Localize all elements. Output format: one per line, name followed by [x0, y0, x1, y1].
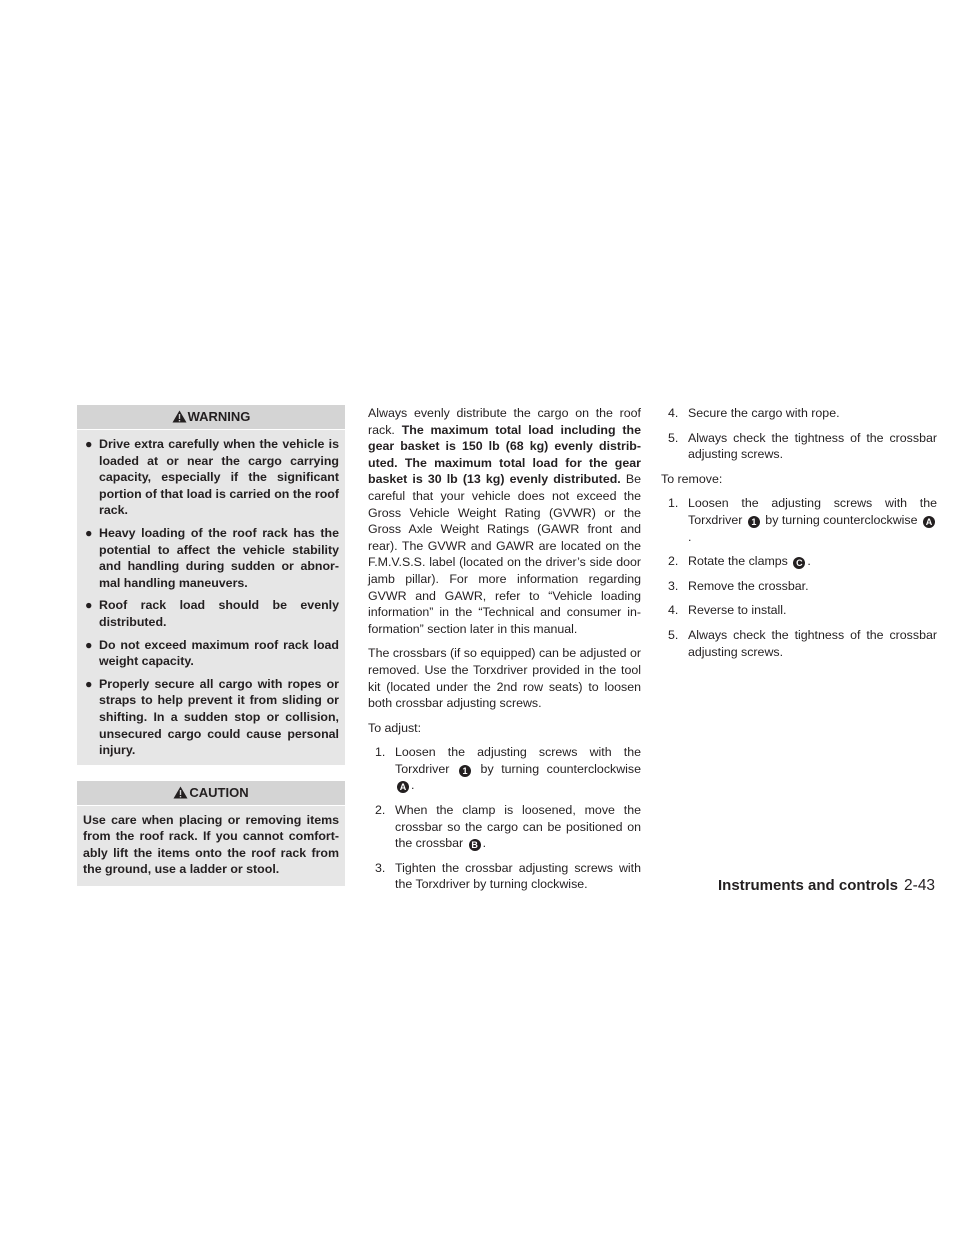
step-text: Always check the tightness of the crossbar adjusting screws.	[688, 627, 937, 659]
section-title: Instruments and controls	[718, 877, 899, 894]
crossbar-paragraph: The crossbars (if so equipped) can be adjusted or removed. Use the Torxdriver provided in the tool kit (located under the 2nd row seats) to loosen both crossbar adjusting screws.	[368, 646, 641, 711]
load-paragraph	[368, 405, 641, 637]
warning-item-text: Properly secure all cargo with ropes or straps to help prevent it from sliding or shifting. In a sudden stop or collision, unsecured cargo could cause personal injury.	[99, 676, 339, 758]
right-column	[661, 405, 937, 668]
warning-triangle-icon	[172, 407, 187, 431]
step-text: Tighten the crossbar adjusting screws with the Torxdriver by turning clockwise.	[395, 860, 641, 892]
step-text: Remove the crossbar.	[688, 578, 809, 593]
step-text: Always check the tightness of the crossbar adjusting screws.	[688, 430, 937, 462]
step-text-end: .	[807, 554, 811, 569]
callout-a-icon: A	[923, 516, 935, 528]
callout-b-icon: B	[469, 839, 481, 851]
caution-triangle-icon	[173, 783, 188, 807]
page-number: 2-43	[904, 877, 936, 894]
bullet: ●	[85, 437, 93, 451]
bullet: ●	[85, 676, 93, 691]
warning-item-text: Do not exceed maximum roof rack load weight capacity.	[99, 637, 339, 669]
step-number: 2.	[668, 554, 679, 569]
middle-column	[368, 405, 641, 901]
bullet: ●	[85, 637, 93, 652]
remove-heading: To remove:	[661, 471, 723, 486]
step-number: 5.	[668, 627, 679, 642]
step-number: 3.	[375, 860, 386, 875]
warning-body	[77, 430, 345, 765]
adjust-step-4	[661, 405, 937, 422]
caution-title: CAUTION	[189, 784, 249, 800]
remove-step-1	[661, 495, 937, 545]
callout-1-icon: 1	[748, 516, 760, 528]
step-text: by turning counterclockwise	[480, 761, 641, 776]
adjust-step-1	[368, 744, 641, 794]
caution-text: Use care when placing or removing items from the roof rack. If you cannot comfort-ably lift the items onto the roof rack from the ground, use a ladder or stool.	[77, 806, 345, 886]
warning-item	[85, 525, 339, 591]
load-bold-text: The maximum total load including the gear basket is 150 lb (68 kg) evenly distrib-uted. The maximum total load for the gear basket is 30 lb (13 kg) evenly distributed.	[368, 422, 641, 487]
bullet: ●	[85, 598, 93, 613]
step-number: 1.	[668, 496, 679, 511]
load-lead-text: Always evenly distribute the cargo on the roof rack.	[368, 406, 641, 437]
step-text-end: .	[688, 529, 692, 544]
load-rest-text: Be careful that your vehicle does not exceed the Gross Vehicle Weight Rating (GVWR) or the Gross Axle Weight Ratings (GAWR front and rear). The GVWR and GAWR are located on the F.M.V.S.S. label (located on the driver’s side door jamb pillar). For more information regarding GVWR and GAWR, refer to “Vehicle loading information” in the “Technical and consumer in-formation” section later in this manual.	[368, 472, 641, 636]
step-text-end: .	[411, 778, 415, 793]
adjust-step-5	[661, 430, 937, 463]
page-footer	[718, 877, 936, 895]
step-number: 4.	[668, 603, 679, 618]
warning-item	[85, 597, 339, 630]
callout-1-icon: 1	[459, 765, 471, 777]
adjust-heading: To adjust:	[368, 720, 422, 735]
step-text: by turning counterclockwise	[765, 512, 918, 527]
warning-item	[85, 436, 339, 519]
remove-step-3	[661, 578, 937, 595]
step-number: 3.	[668, 578, 679, 593]
warning-title: WARNING	[187, 409, 251, 424]
step-number: 5.	[668, 430, 679, 445]
step-text-end: .	[482, 836, 487, 851]
warning-item-text: Heavy loading of the roof rack has the potential to affect the vehicle stability and handling during sudden or abnor-mal handling maneuvers.	[99, 525, 339, 590]
bullet: ●	[85, 525, 93, 540]
warning-header	[77, 405, 345, 429]
step-text: When the clamp is loosened, move the crossbar so the cargo can be positioned on the crossbar	[395, 803, 641, 851]
callout-a-icon: A	[397, 781, 409, 793]
warning-item	[85, 676, 339, 759]
remove-step-4	[661, 602, 937, 619]
warning-item-text: Drive extra carefully when the vehicle is loaded at or near the cargo carrying capacity, especially if the significant portion of that load is carried on the roof rack.	[99, 437, 339, 518]
step-text: Reverse to install.	[688, 603, 787, 618]
step-text: Loosen the adjusting screws with the Torxdriver	[688, 496, 937, 527]
step-text: Rotate the clamps	[688, 554, 788, 569]
step-text: Secure the cargo with rope.	[688, 406, 840, 420]
caution-header	[77, 781, 345, 805]
callout-c-icon: C	[793, 557, 805, 569]
warning-item	[85, 637, 339, 670]
adjust-step-3	[368, 860, 641, 893]
remove-step-5	[661, 627, 937, 660]
step-number: 4.	[668, 406, 679, 420]
step-number: 2.	[375, 803, 386, 818]
caution-box	[77, 781, 345, 886]
left-column	[77, 405, 345, 886]
step-text: Loosen the adjusting screws with the Torxdriver	[395, 745, 641, 776]
warning-item-text: Roof rack load should be evenly distributed.	[99, 598, 339, 629]
remove-step-2	[661, 553, 937, 570]
step-number: 1.	[375, 745, 386, 760]
adjust-step-2	[368, 802, 641, 852]
